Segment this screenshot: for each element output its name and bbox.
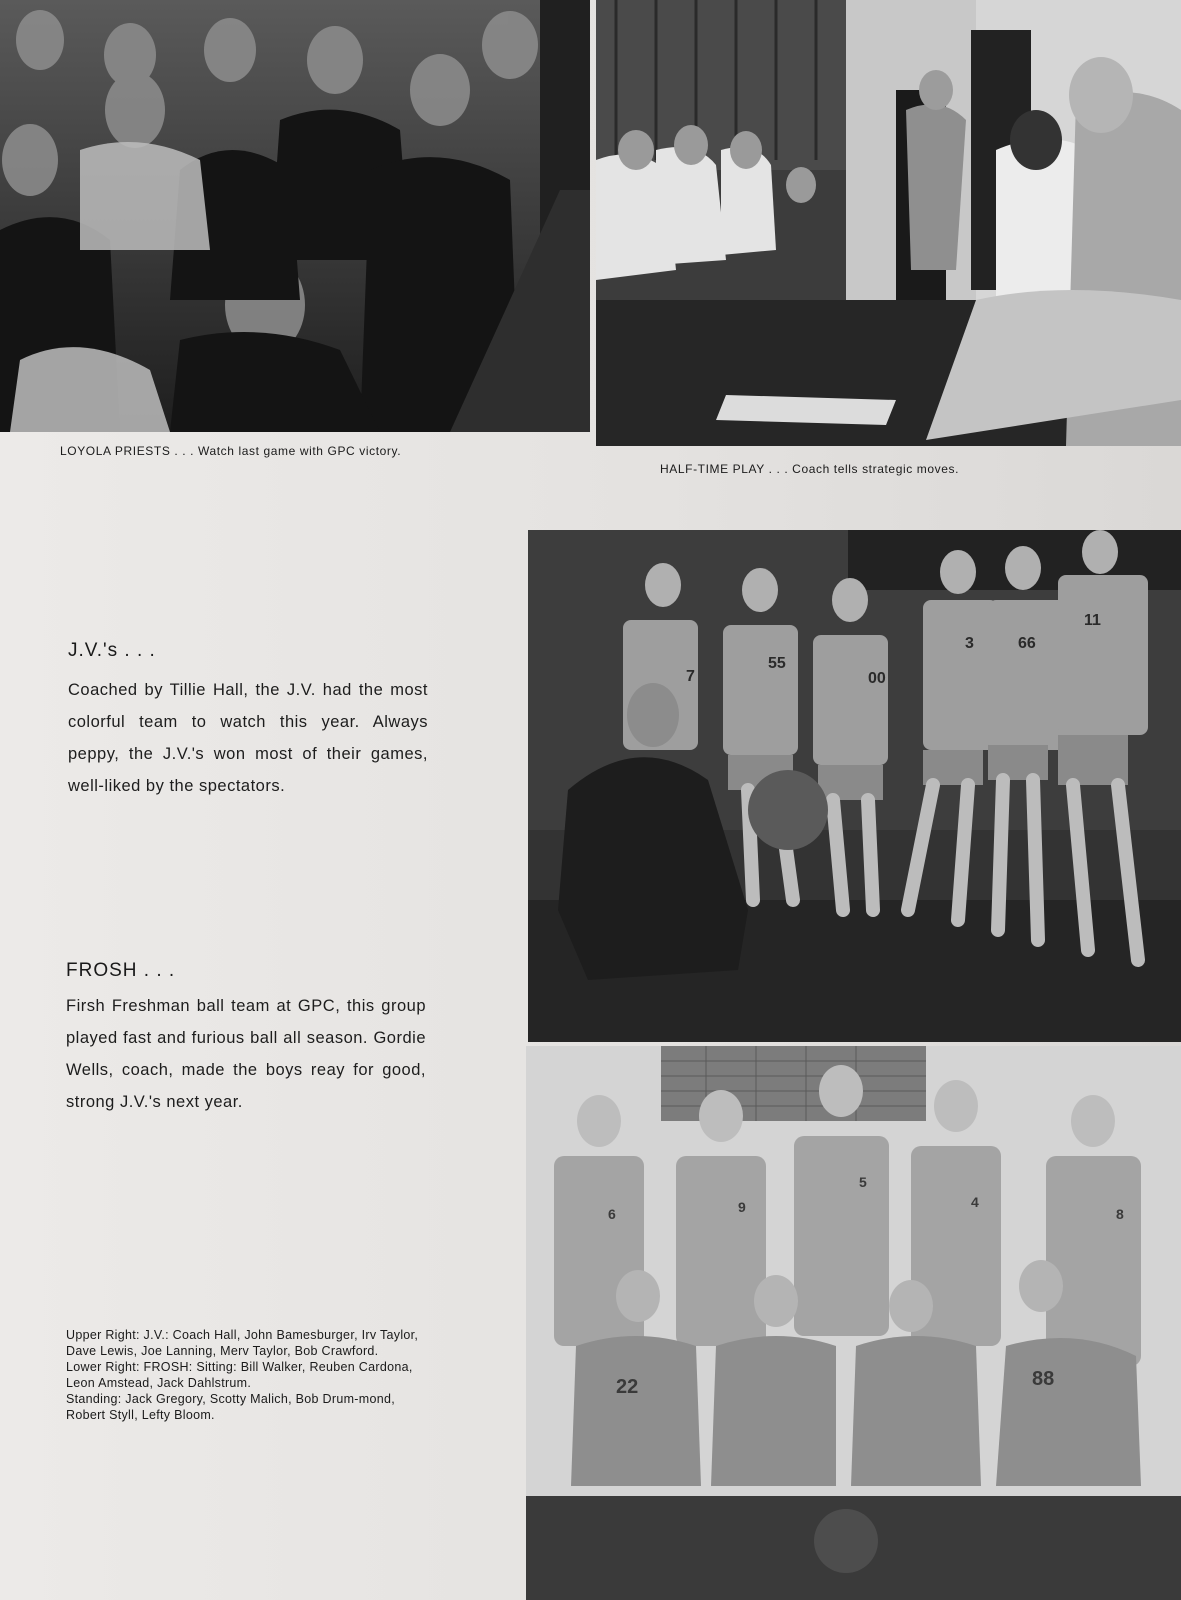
jv-jersey-11: 11 <box>1084 612 1101 629</box>
halftime-play-photo <box>596 0 1181 446</box>
jv-jersey-3: 3 <box>965 635 974 652</box>
frosh-jersey-8: 8 <box>1116 1206 1124 1222</box>
frosh-jersey-6: 6 <box>608 1206 616 1222</box>
credits-upper-right: Upper Right: J.V.: Coach Hall, John Bamesburger, Irv Taylor, Dave Lewis, Joe Lanning, Merv Taylor, Bob Crawford. <box>66 1328 419 1358</box>
jv-team-photo <box>528 530 1181 1042</box>
frosh-jersey-22: 22 <box>616 1376 639 1398</box>
priests-caption: LOYOLA PRIESTS . . . Watch last game with GPC victory. <box>60 444 402 458</box>
jv-paragraph: Coached by Tillie Hall, the J.V. had the most colorful team to watch this year. Always peppy, the J.V.'s won most of their games, well-liked by the spectators. <box>68 681 428 795</box>
frosh-jersey-5: 5 <box>859 1174 867 1190</box>
jv-jersey-66: 66 <box>1018 635 1036 652</box>
frosh-jersey-9: 9 <box>738 1199 746 1215</box>
jv-jersey-7: 7 <box>686 668 695 685</box>
jv-jersey-00: 00 <box>868 670 886 687</box>
frosh-paragraph: Firsh Freshman ball team at GPC, this group played fast and furious ball all season. Gordie Wells, coach, made the boys reay for good, strong J.V.'s next year. <box>66 997 426 1111</box>
frosh-team-photo <box>526 1046 1181 1600</box>
loyola-priests-photo <box>0 0 590 432</box>
frosh-heading: FROSH . . . <box>66 960 176 981</box>
photo-credits <box>66 1327 426 1423</box>
credits-standing: Standing: Jack Gregory, Scotty Malich, Bob Drum-mond, Robert Styll, Lefty Bloom. <box>66 1392 395 1422</box>
jv-heading: J.V.'s . . . <box>68 640 156 661</box>
jv-jersey-55: 55 <box>768 655 786 672</box>
frosh-jersey-4: 4 <box>971 1194 979 1210</box>
halftime-caption: HALF-TIME PLAY . . . Coach tells strategic moves. <box>660 462 960 476</box>
credits-lower-right: Lower Right: FROSH: Sitting: Bill Walker, Reuben Cardona, Leon Amstead, Jack Dahlstrum. <box>66 1360 413 1390</box>
frosh-jersey-88: 88 <box>1032 1368 1055 1390</box>
